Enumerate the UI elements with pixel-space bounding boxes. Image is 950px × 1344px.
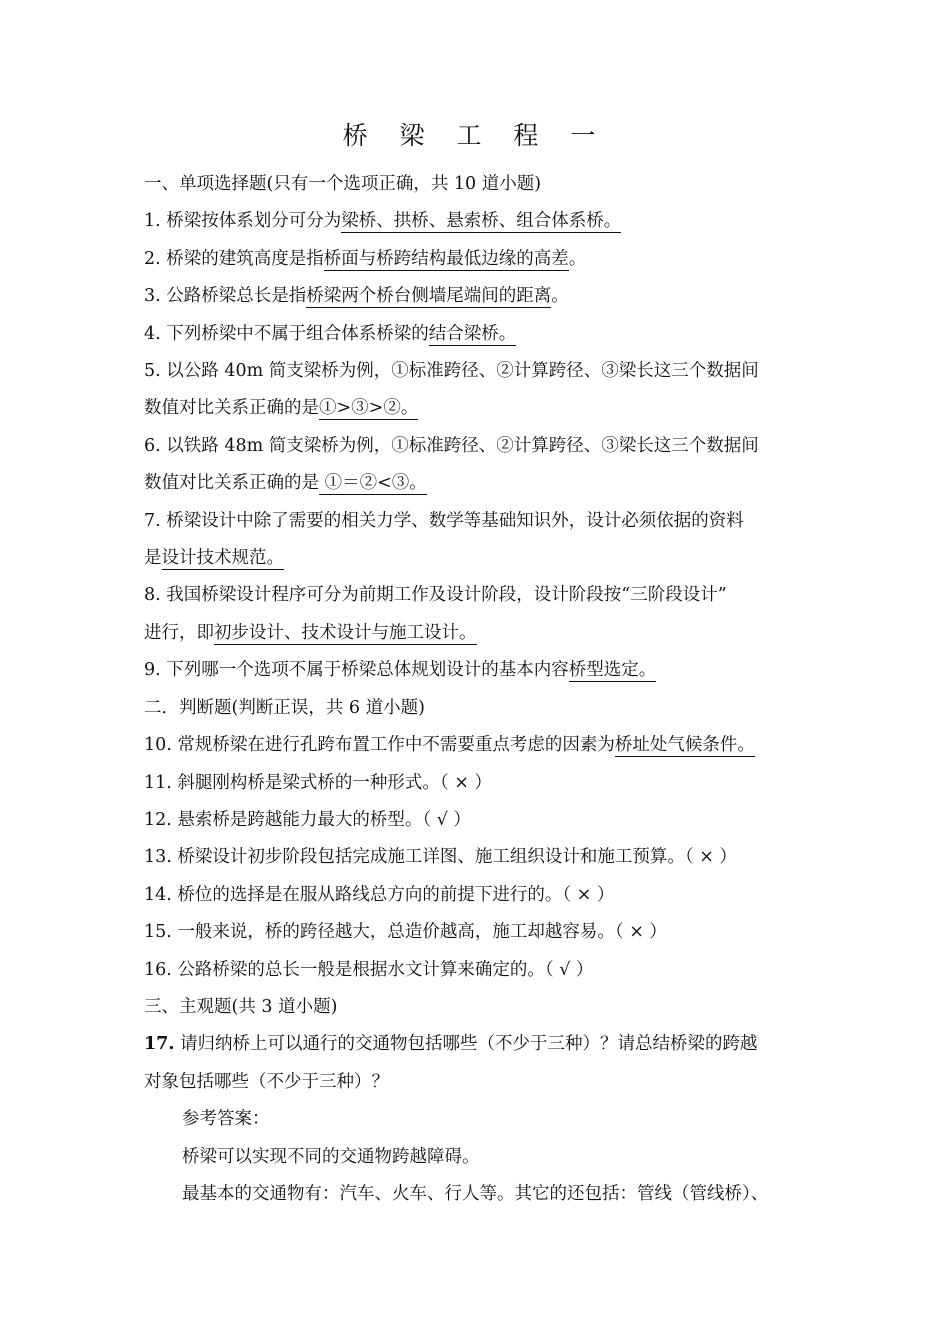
question-13: 13. 桥梁设计初步阶段包括完成施工详图、施工组织设计和施工预算。（ × ） <box>144 847 737 868</box>
answer-7: 设计技术规范。 <box>161 548 284 569</box>
question-6-line-1: 6. 以铁路 48m 简支梁桥为例，①标准跨径、②计算跨径、③梁长这三个数据间 <box>144 435 759 456</box>
answer-8: 初步设计、技术设计与施工设计。 <box>214 622 477 643</box>
question-7-line-1: 7. 桥梁设计中除了需要的相关力学、数学等基础知识外，设计必须依据的资料 <box>144 510 744 531</box>
question-9: 9. 下列哪一个选项不属于桥梁总体规划设计的基本内容桥型选定。 <box>144 660 657 681</box>
reference-answer-paragraph-1: 桥梁可以实现不同的交通物跨越障碍。 <box>182 1146 480 1167</box>
question-17-line-1: 17. 请归纳桥上可以通行的交通物包括哪些（不少于三种）？请总结桥梁的跨越 <box>144 1034 758 1055</box>
question-15: 15. 一般来说，桥的跨径越大，总造价越高，施工却越容易。（ × ） <box>144 922 667 943</box>
question-5-line-1: 5. 以公路 40m 简支梁桥为例，①标准跨径、②计算跨径、③梁长这三个数据间 <box>144 361 759 382</box>
reference-answer-label: 参考答案： <box>182 1109 270 1130</box>
answer-6: ①＝②<③。 <box>319 473 427 494</box>
question-10: 10. 常规桥梁在进行孔跨布置工作中不需要重点考虑的因素为桥址处气候条件。 <box>144 735 755 756</box>
page-title: 桥 梁 工 程 一 <box>342 121 608 150</box>
question-7-line-2: 是设计技术规范。 <box>144 548 284 569</box>
question-14: 14. 桥位的选择是在服从路线总方向的前提下进行的。（ × ） <box>144 884 615 905</box>
question-6-line-2: 数值对比关系正确的是 ①＝②<③。 <box>144 473 427 494</box>
question-12: 12. 悬索桥是跨越能力最大的桥型。（ √ ） <box>144 809 471 830</box>
question-1: 1. 桥梁按体系划分可分为梁桥、拱桥、悬索桥、组合体系桥。 <box>144 211 622 232</box>
section-heading-2: 二．判断题(判断正误，共 6 道小题) <box>144 697 425 718</box>
question-3: 3. 公路桥梁总长是指桥梁两个桥台侧墙尾端间的距离。 <box>144 286 569 307</box>
answer-4: 结合梁桥。 <box>428 323 517 344</box>
section-heading-3: 三、主观题(共 3 道小题) <box>144 996 338 1017</box>
question-17-number: 17. <box>144 1034 175 1055</box>
answer-5: ①>③>②。 <box>319 398 419 419</box>
question-17-line-2: 对象包括哪些（不少于三种）？ <box>144 1071 389 1092</box>
answer-1: 梁桥、拱桥、悬索桥、组合体系桥。 <box>341 211 622 232</box>
question-4: 4. 下列桥梁中不属于组合体系桥梁的结合梁桥。 <box>144 323 517 344</box>
question-2: 2. 桥梁的建筑高度是指桥面与桥跨结构最低边缘的高差。 <box>144 248 587 269</box>
question-8-line-1: 8. 我国桥梁设计程序可分为前期工作及设计阶段，设计阶段按“三阶段设计” <box>144 585 727 606</box>
answer-9: 桥型选定。 <box>568 660 657 681</box>
document-body <box>144 166 824 1213</box>
answer-2: 桥面与桥跨结构最低边缘的高差 <box>323 248 569 269</box>
question-8-line-2: 进行，即初步设计、技术设计与施工设计。 <box>144 622 477 643</box>
question-16: 16. 公路桥梁的总长一般是根据水文计算来确定的。（ √ ） <box>144 959 594 980</box>
section-heading-1: 一、单项选择题(只有一个选项正确，共 10 道小题) <box>144 174 542 194</box>
question-5-line-2: 数值对比关系正确的是①>③>②。 <box>144 398 419 419</box>
question-11: 11. 斜腿刚构桥是梁式桥的一种形式。（ × ） <box>144 772 492 793</box>
answer-10: 桥址处气候条件。 <box>614 735 755 756</box>
answer-3: 桥梁两个桥台侧墙尾端间的距离 <box>306 286 552 307</box>
reference-answer-paragraph-2: 最基本的交通物有：汽车、火车、行人等。其它的还包括：管线（管线桥）、 <box>182 1183 769 1204</box>
